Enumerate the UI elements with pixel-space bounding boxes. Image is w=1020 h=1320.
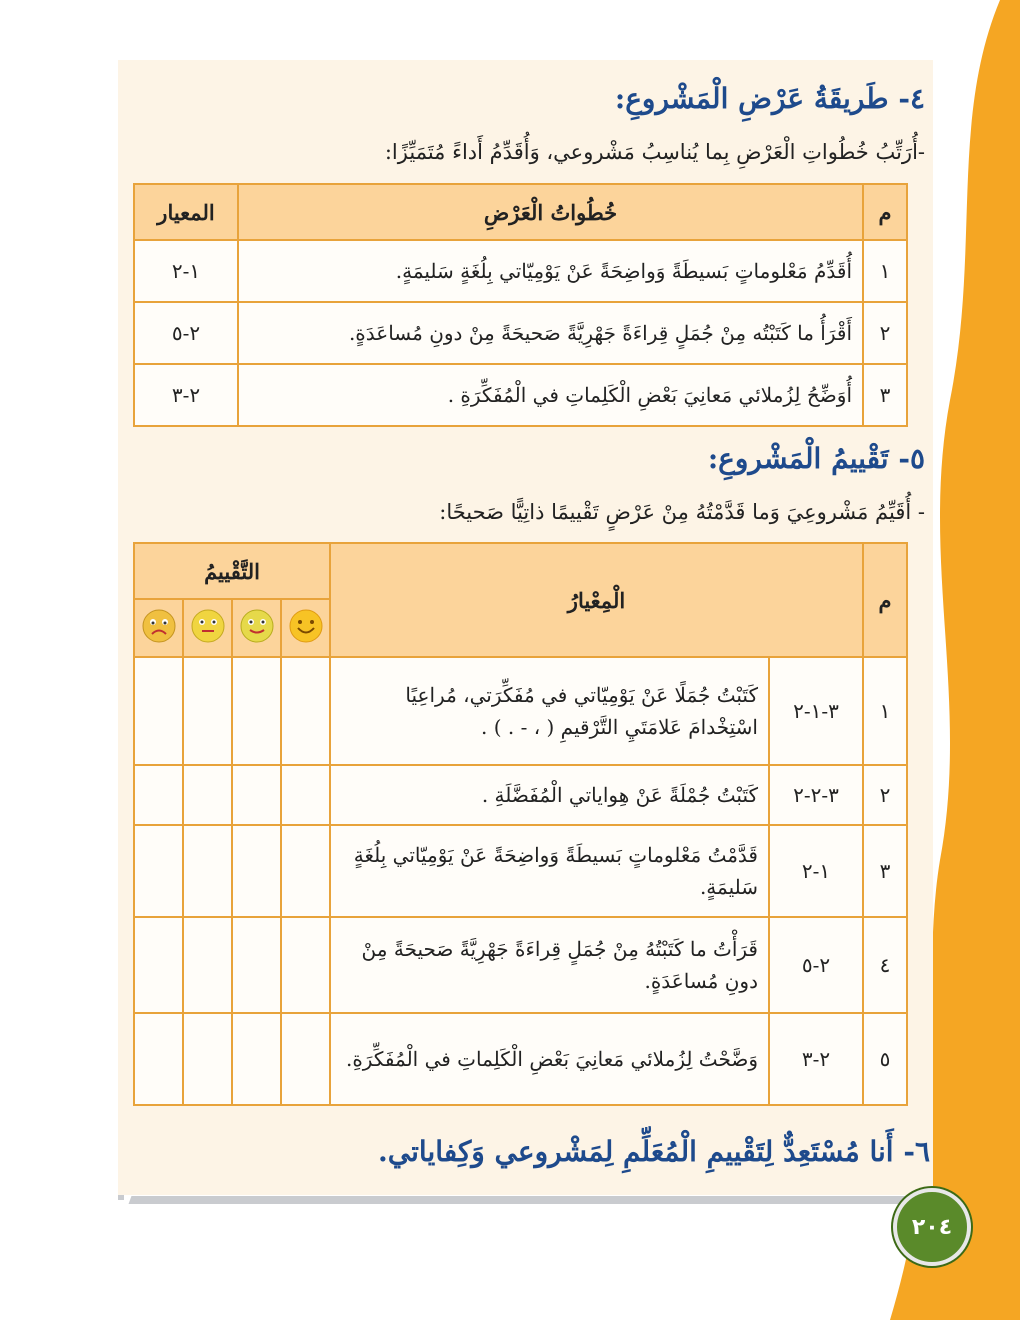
- rating-cell[interactable]: [281, 657, 330, 765]
- face-cell: [183, 599, 232, 657]
- rating-cell[interactable]: [183, 825, 232, 917]
- rating-cell[interactable]: [134, 1013, 183, 1105]
- row-code: ٣-٢-٢: [769, 765, 863, 825]
- row-code: ٢-٣: [769, 1013, 863, 1105]
- row-num: ٣: [863, 364, 907, 426]
- table-header-row: [134, 543, 907, 599]
- neutral-face-icon: [191, 609, 225, 643]
- col-header-criterion: المعيار: [134, 184, 238, 240]
- rating-cell[interactable]: [281, 825, 330, 917]
- row-code: ١-٢: [769, 825, 863, 917]
- table-row: [134, 302, 907, 364]
- row-criterion-text: قَرَأْتُ ما كَتَبْتُهُ مِنْ جُمَلٍ قِراءَةً جَهْرِيَّةً صَحيحَةً مِنْ دونِ مُساعَدَةٍ.: [330, 917, 769, 1013]
- col-header-criterion: الْمِعْيارُ: [330, 543, 863, 657]
- rating-cell[interactable]: [134, 825, 183, 917]
- rating-cell[interactable]: [232, 825, 281, 917]
- row-step: أُقَدِّمُ مَعْلوماتٍ بَسيطَةً وَواضِحَةً عَنْ يَوْمِيّاتي بِلُغَةٍ سَليمَةٍ.: [238, 240, 863, 302]
- rating-cell[interactable]: [134, 917, 183, 1013]
- row-step: أَقْرَأُ ما كَتَبْتُه مِنْ جُمَلٍ قِراءَةً جَهْرِيَّةً صَحيحَةً مِنْ دونِ مُساعَدَةٍ.: [238, 302, 863, 364]
- row-num: ٤: [863, 917, 907, 1013]
- section5-instruction: - أُقَيِّمُ مَشْروعِيَ وَما قَدَّمْتُهُ مِنْ عَرْضٍ تَقْييمًا ذاتِيًّا صَحيحًا:: [439, 500, 925, 524]
- col-header-rating: التَّقْييمُ: [134, 543, 330, 599]
- section4-instruction: -أُرَتِّبُ خُطُواتِ الْعَرْضِ بِما يُناسِبُ مَشْروعي، وَأُقَدِّمُ أَداءً مُتَمَيِّزًا:: [384, 140, 925, 164]
- rating-cell[interactable]: [232, 657, 281, 765]
- row-criterion-text: كَتَبْتُ جُمْلَةً عَنْ هِواياتي الْمُفَضَّلَةِ .: [330, 765, 769, 825]
- table-row: [134, 765, 907, 825]
- table-row: [134, 364, 907, 426]
- face-cell: [232, 599, 281, 657]
- rating-cell[interactable]: [134, 657, 183, 765]
- row-criterion: ١-٢: [134, 240, 238, 302]
- sad-face-icon: [142, 609, 176, 643]
- row-criterion: ٢-٥: [134, 302, 238, 364]
- row-criterion-text: كَتَبْتُ جُمَلًا عَنْ يَوْمِيّاتي في مُفَكِّرَتي، مُراعِيًا اسْتِخْدامَ عَلامَتَيِ التَّرْقيمِ ( ، - . ) .: [330, 657, 769, 765]
- rating-cell[interactable]: [134, 765, 183, 825]
- table-header-row: [134, 184, 907, 240]
- rating-cell[interactable]: [281, 1013, 330, 1105]
- face-cell: [134, 599, 183, 657]
- happy-face-icon: [289, 609, 323, 643]
- rating-cell[interactable]: [183, 657, 232, 765]
- self-assessment-table: [133, 542, 908, 1106]
- table-row: [134, 1013, 907, 1105]
- table-row: [134, 657, 907, 765]
- table-row: [134, 240, 907, 302]
- table-row: [134, 825, 907, 917]
- rating-cell[interactable]: [232, 1013, 281, 1105]
- row-criterion-text: وَضَّحْتُ لِزُملائي مَعانِيَ بَعْضِ الْكَلِماتِ في الْمُفَكِّرَةِ.: [330, 1013, 769, 1105]
- table-row: [134, 917, 907, 1013]
- rating-cell[interactable]: [232, 765, 281, 825]
- rating-cell[interactable]: [281, 917, 330, 1013]
- row-code: ٣-١-٢: [769, 657, 863, 765]
- row-num: ١: [863, 657, 907, 765]
- rating-cell[interactable]: [183, 1013, 232, 1105]
- row-num: ٥: [863, 1013, 907, 1105]
- page-number-badge: ٢٠٤: [893, 1188, 971, 1266]
- rating-cell[interactable]: [281, 765, 330, 825]
- face-cell: [281, 599, 330, 657]
- row-num: ١: [863, 240, 907, 302]
- rating-cell[interactable]: [232, 917, 281, 1013]
- row-num: ٣: [863, 825, 907, 917]
- section4-title: ٤- طَريقَةُ عَرْضِ الْمَشْروعِ:: [614, 82, 925, 115]
- col-header-num: م: [863, 184, 907, 240]
- rating-cell[interactable]: [183, 765, 232, 825]
- row-criterion-text: قَدَّمْتُ مَعْلوماتٍ بَسيطَةً وَواضِحَةً عَنْ يَوْمِيّاتي بِلُغَةٍ سَليمَةٍ.: [330, 825, 769, 917]
- section6-title: ٦- أَنا مُسْتَعِدٌّ لِتَقْييمِ الْمُعَلِّمِ لِمَشْروعي وَكِفاياتي.: [378, 1135, 930, 1168]
- row-step: أُوَضِّحُ لِزُملائي مَعانِيَ بَعْضِ الْكَلِماتِ في الْمُفَكِّرَةِ .: [238, 364, 863, 426]
- smiling-face-icon: [240, 609, 274, 643]
- panel-shadow-bottom: [129, 1196, 912, 1204]
- col-header-steps: خُطُواتُ الْعَرْضِ: [238, 184, 863, 240]
- presentation-steps-table: [133, 183, 908, 427]
- section5-title: ٥- تَقْييمُ الْمَشْروعِ:: [707, 442, 925, 475]
- row-num: ٢: [863, 302, 907, 364]
- rating-cell[interactable]: [183, 917, 232, 1013]
- row-code: ٢-٥: [769, 917, 863, 1013]
- row-num: ٢: [863, 765, 907, 825]
- row-criterion: ٢-٣: [134, 364, 238, 426]
- col-header-num: م: [863, 543, 907, 657]
